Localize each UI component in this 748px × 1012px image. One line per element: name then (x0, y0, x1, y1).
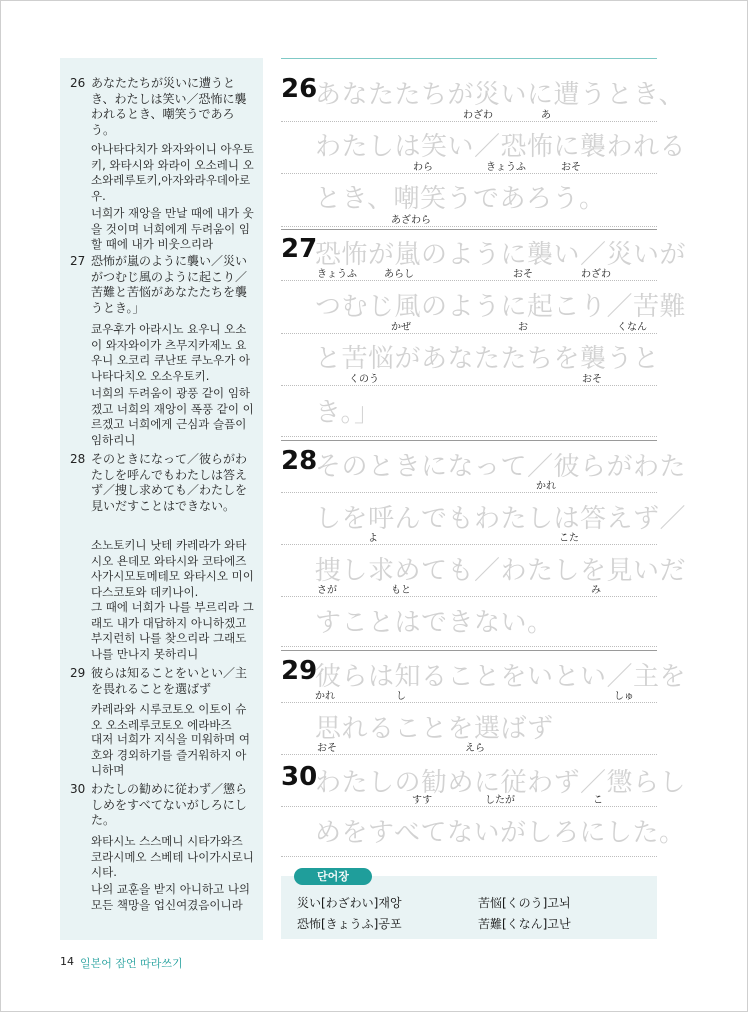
section-number: 29 (281, 656, 318, 686)
guide-line (281, 333, 657, 334)
vocab-item: 苦難[くなん]고난 (478, 917, 571, 931)
verse-reading: 쿄우후가 아라시노 요우니 오소이 와자와이가 츠무지카제노 요우니 오코리 쿠난또 쿠노우가 아나타다치오 오소우토키. (91, 322, 251, 383)
furigana: かれ (315, 691, 335, 702)
trace-line: わたしは笑い／恐怖に襲われる (315, 132, 687, 162)
verse-japanese: そのときになって／彼らがわたしを呼んでもわたしは答えず／捜し求めても／わたしを見いだすことはできない。 (91, 452, 248, 513)
furigana: すす (412, 795, 433, 806)
verse-number: 26 (70, 76, 86, 90)
verse-translation: 대저 너희가 지식을 미워하며 여호와 경외하기를 즐거워하지 아니하며 (91, 732, 251, 777)
verse-translation: 너희가 재앙을 만날 때에 내가 웃을 것이며 너희에게 두려움이 임할 때에 내가 비웃으리라 (91, 206, 254, 251)
trace-line: わたしの勧めに従わず／懲らし (315, 768, 687, 798)
page-number: 14 (60, 955, 74, 968)
reference-column (60, 58, 263, 940)
verse-reading: 소노토키니 낫테 카레라가 와타시오 욘데모 와타시와 코타에즈 사가시모토메테모 와타시오 미이다스코토와 데키나이. (91, 538, 254, 599)
guide-line (281, 226, 657, 227)
furigana: くのう (349, 374, 379, 385)
verse-japanese: 恐怖が嵐のように襲い／災いがつむじ風のように起こり／苦難と苦悩があなたたちを襲うとき。」 (91, 254, 248, 315)
trace-line: き。」 (315, 398, 381, 428)
verse-japanese: わたしの勧めに従わず／懲らしめをすべてないがしろにした。 (91, 782, 248, 827)
furigana: よ (368, 533, 378, 544)
section-divider (281, 650, 657, 651)
furigana: きょうふ (317, 269, 357, 280)
furigana: きょうふ (486, 162, 526, 173)
furigana: おそ (582, 374, 602, 385)
furigana: くなん (617, 322, 647, 333)
verse-number: 30 (70, 782, 86, 796)
guide-line (281, 492, 657, 493)
verse-number: 29 (70, 666, 86, 680)
furigana: し (396, 691, 406, 702)
verse-japanese: あなたたちが災いに遭うとき、わたしは笑い／恐怖に襲われるとき、嘲笑うであろう。 (91, 76, 247, 137)
trace-line: 彼らは知ることをいとい／主を (315, 662, 687, 692)
verse-reading: 아나타다치가 와자와이니 아우토키, 와타시와 와라이 오소레니 오소와레루토키,아자와라우데아로우. (91, 142, 254, 203)
guide-line (281, 856, 657, 857)
section-number: 27 (281, 234, 318, 264)
vocabulary-title: 단어장 (294, 868, 372, 885)
section-number: 26 (281, 74, 318, 104)
book-title: 일본어 잠언 따라쓰기 (80, 957, 183, 970)
furigana: こた (559, 533, 579, 544)
verse-translation: 나의 교훈을 받지 아니하고 나의 모든 책망을 업신여겼음이니라 (91, 882, 251, 912)
trace-line: めをすべてないがしろにした。 (315, 818, 686, 848)
verse-reading: 카레라와 시루코토오 이토이 슈오 오소레루코토오 에라바즈 (91, 702, 247, 732)
furigana: み (591, 585, 601, 596)
trace-line: そのときになって／彼らがわた (315, 452, 687, 482)
furigana: わざわ (463, 110, 493, 121)
furigana: あ (541, 110, 551, 121)
guide-line (281, 280, 657, 281)
guide-line (281, 436, 657, 437)
guide-line (281, 806, 657, 807)
guide-line (281, 173, 657, 174)
top-rule (281, 58, 657, 59)
verse-number: 27 (70, 254, 86, 268)
section-number: 30 (281, 762, 318, 792)
vocab-item: 災い[わざわい]재앙 (297, 896, 402, 910)
furigana: かぜ (391, 322, 411, 333)
furigana: しゅ (614, 691, 634, 702)
furigana: おそ (561, 162, 581, 173)
furigana: おそ (317, 743, 337, 754)
furigana: こ (593, 795, 603, 806)
furigana: もと (391, 585, 411, 596)
verse-japanese: 彼らは知ることをいとい／主を畏れることを選ばず (91, 666, 248, 696)
furigana: したが (485, 795, 515, 806)
verse-reading: 와타시노 스스메니 시타가와즈 코라시메오 스베테 나이가시로니시타. (91, 834, 254, 879)
furigana: わら (413, 162, 433, 173)
furigana: おそ (513, 269, 533, 280)
furigana: お (518, 322, 528, 333)
trace-line: すことはできない。 (315, 608, 554, 638)
guide-line (281, 702, 657, 703)
guide-line (281, 646, 657, 647)
trace-line: 思れることを選ばず (315, 714, 554, 744)
trace-line: 恐怖が嵐のように襲い／災いが (315, 240, 687, 270)
guide-line (281, 121, 657, 122)
verse-translation: 그 때에 너희가 나를 부르리라 그래도 내가 대답하지 아니하겠고 부지런히 나를 찾으리라 그래도 나를 만나지 못하리니 (91, 600, 254, 661)
furigana: わざわ (581, 269, 611, 280)
section-divider (281, 229, 657, 230)
trace-line: と苦悩があなたたちを襲うと (315, 344, 660, 374)
vocab-item: 苦悩[くのう]고뇌 (478, 896, 571, 910)
furigana: さが (317, 585, 337, 596)
trace-line: 捜し求めても／わたしを見いだ (315, 556, 687, 586)
furigana: あざわら (391, 215, 431, 226)
section-number: 28 (281, 446, 318, 476)
vocab-item: 恐怖[きょうふ]공포 (297, 917, 402, 931)
furigana: かれ (536, 481, 556, 492)
furigana: あらし (384, 269, 414, 280)
furigana: えら (465, 743, 485, 754)
trace-line: つむじ風のように起こり／苦難 (315, 292, 687, 322)
guide-line (281, 596, 657, 597)
verse-translation: 너희의 두려움이 광풍 같이 임하겠고 너희의 재앙이 폭풍 같이 이르겠고 너희에게 근심과 슬픔이 임하리니 (91, 386, 254, 447)
trace-line: しを呼んでもわたしは答えず／ (315, 504, 687, 534)
guide-line (281, 754, 657, 755)
verse-number: 28 (70, 452, 86, 466)
trace-line: あなたたちが災いに遭うとき、 (315, 80, 685, 110)
section-divider (281, 440, 657, 441)
guide-line (281, 544, 657, 545)
trace-line: とき、嘲笑うであろう。 (315, 184, 606, 214)
guide-line (281, 385, 657, 386)
